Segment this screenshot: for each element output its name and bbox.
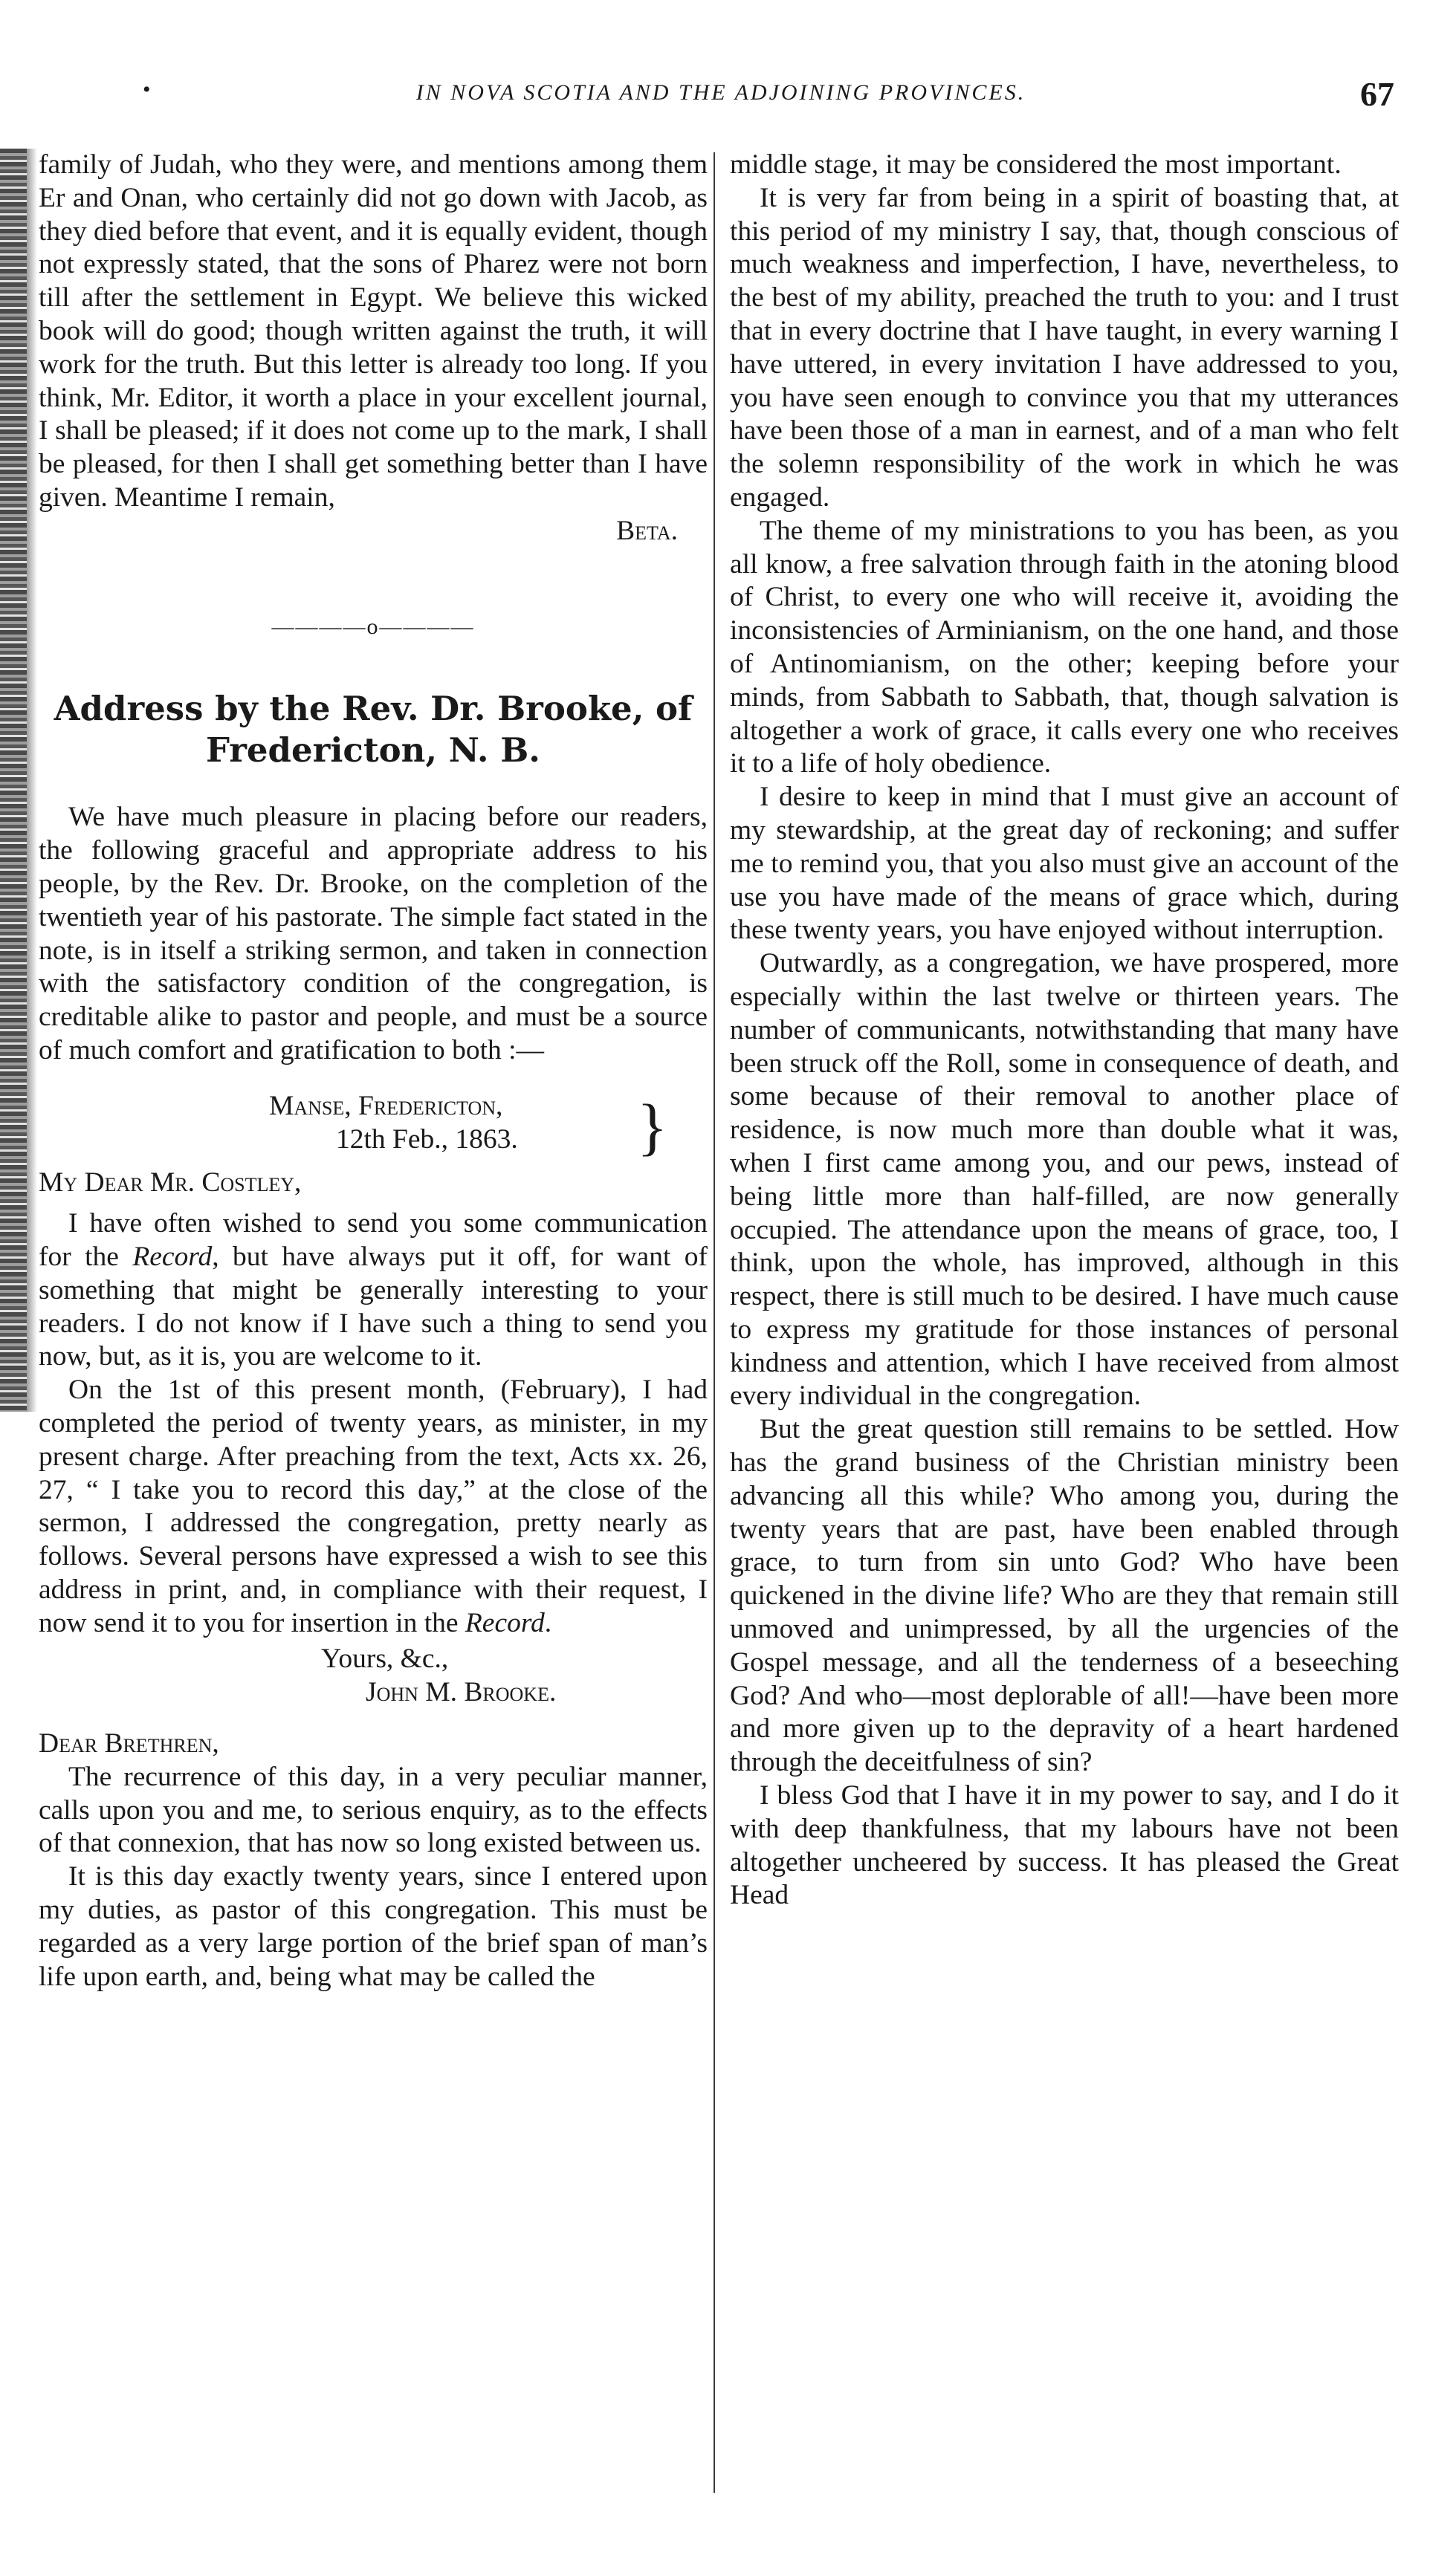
- address-paragraph-theme: The theme of my ministrations to you has been, as you all know, a free salvation through faith in the atoning blood of Christ, to every one who will receive it, avoiding the inconsistencies of Arminianism, on the one hand, and those of Antinomianism, on the other; keeping before your minds, from Sabbath to Sabbath, that, though salvation is altogether a work of grace, it calls every one who receives it to a life of holy obedience.: [730, 515, 1399, 779]
- article-title-line-2: Fredericton, N. B.: [206, 730, 540, 770]
- page-number: 67: [1360, 75, 1394, 113]
- letter-signature: [39, 515, 708, 548]
- address-salutation: Dear Brethren,: [39, 1728, 219, 1759]
- note-signature: [39, 1643, 708, 1710]
- ink-speck: •: [143, 77, 151, 102]
- dateline-date: 12th Feb., 1863.: [336, 1123, 518, 1155]
- right-column: [730, 149, 1399, 1912]
- dateline-place: Manse, Fredericton,: [269, 1090, 503, 1121]
- dateline: [39, 1090, 708, 1162]
- address-paragraph-question: But the great question still remains to be settled. How has the grand business of the Christian ministry been advancing all this while? Who among you, during the twenty years that are past, have been enabled through grace, to turn from sin unto God? Who have been quickened in the divine life? Who are they that remain still unmoved and unimpressed, by all the urgencies of the Gospel message, and all the tenderness of a beseeching God? And who—most deplorable of all!—have been more and more given up to the depravity of a heart hardened through the deceitfulness of sin?: [730, 1414, 1399, 1778]
- note-paragraph-2-text-b: .: [544, 1607, 552, 1638]
- note-salutation: My Dear Mr. Costley,: [39, 1167, 302, 1198]
- page-binding-fade: [27, 149, 37, 1412]
- address-paragraph-2: It is this day exactly twenty years, since I entered upon my duties, as pastor of this congregation. This must be regarded as a very large portion of the brief span of man’s life upon earth, and, being what may be called the: [39, 1861, 708, 1992]
- address-paragraph-outwardly: Outwardly, as a congregation, we have prospered, more especially within the last twelve or thirteen years. The number of communicants, notwithstanding that many have been struck off the Roll, some in consequence of death, and some because of their removal to another place of residence, is now much more than double what it was, when I first came among you, and our pews, instead of being little more than half-filled, are now generally occupied. The attendance upon the means of grace, too, I think, upon the whole, has improved, although in this respect, there is still much to be desired. I have much cause to express my gratitude for those instances of personal kindness and attention, which I have received from almost every individual in the congregation.: [730, 948, 1399, 1412]
- note-paragraph-1-text-a: I have often wished to send you some communication for the: [39, 1208, 708, 1272]
- address-paragraph-bless: I bless God that I have it in my power to say, and I do it with deep thankfulness, that my labours have not been altogether uncheered by success. It has pleased the Great Head: [730, 1780, 1399, 1911]
- note-sign-name: John M. Brooke.: [366, 1677, 557, 1708]
- address-paragraph-desire: I desire to keep in mind that I must give an account of my stewardship, at the great day of reckoning; and suffer me to remind you, that you also must give an account of the use you have made of the means of grace which, during these twenty years, you have enjoyed without interruption.: [730, 782, 1399, 946]
- article-title-line-1: Address by the Rev. Dr. Brooke, of: [54, 689, 693, 729]
- article-title: [39, 688, 708, 771]
- note-sign-off: Yours, &c.,: [321, 1644, 449, 1675]
- address-paragraph-1: The recurrence of this day, in a very peculiar manner, calls upon you and me, to serious enquiry, as to the effects of that connexion, that has now so long existed between us.: [39, 1761, 708, 1859]
- section-divider: ————o————: [271, 614, 475, 639]
- note-paragraph-1: [39, 1207, 708, 1374]
- letter-ending-paragraph: family of Judah, who they were, and mentions among them Er and Onan, who certainly did not go down with Jacob, as they died before that event, and it is equally evident, though not expressly stated, that the sons of Pharez were not born till after the settlement in Egypt. We believe this wicked book will do good; though written against the truth, it will work for the truth. But this letter is already too long. If you think, Mr. Editor, it worth a place in your excellent journal, I shall be pleased; if it does not come up to the mark, I shall be pleased, for then I shall get something better than I have given. Meantime I remain,: [39, 149, 708, 513]
- note-paragraph-1-text-b: , but have always put it off, for want of something that might be generally interesting to your readers. I do not know if I have such a thing to send you now, but, as it is, you are welcome to it.: [39, 1241, 708, 1372]
- running-title: IN NOVA SCOTIA AND THE ADJOINING PROVINCES.: [415, 80, 1026, 105]
- column-rule: [714, 152, 715, 2493]
- dateline-brace: }: [637, 1090, 668, 1162]
- page-binding-shadow: [0, 149, 27, 1412]
- address-paragraph-boasting: It is very far from being in a spirit of boasting that, at this period of my ministry I say, that, though conscious of much weakness and imperfection, I have, nevertheless, to the best of my ability, preached the truth to you: and I trust that in every doctrine that I have taught, in every warning I have uttered, in every invitation I have addressed to you, you have seen enough to convince you that my utterances have been those of a man in earnest, and of a man who felt the solemn responsibility of the work in which he was engaged.: [730, 182, 1399, 513]
- note-paragraph-1-record: Record: [132, 1241, 213, 1272]
- address-paragraph-continued: middle stage, it may be considered the most important.: [730, 149, 1342, 180]
- note-paragraph-2-record: Record: [465, 1607, 545, 1638]
- left-column: [39, 149, 708, 1993]
- note-paragraph-2-text-a: On the 1st of this present month, (February), I had completed the period of twenty years, as minister, in my present charge. After preaching from the text, Acts xx. 26, 27, “ I take you to record this day,” at the close of the sermon, I addressed the congregation, pretty nearly as follows. Several persons have expressed a wish to see this address in print, and, in compliance with their request, I now send it to you for insertion in the: [39, 1375, 708, 1638]
- letter-signature-text: Beta.: [616, 515, 678, 546]
- intro-paragraph: We have much pleasure in placing before our readers, the following graceful and appropriate address to his people, by the Rev. Dr. Brooke, on the completion of the twentieth year of his pastorate. The simple fact stated in the note, is in itself a striking sermon, and taken in connection with the satisfactory condition of the congregation, is creditable alike to pastor and people, and must be a source of much comfort and gratification to both :—: [39, 802, 708, 1065]
- note-paragraph-2: [39, 1374, 708, 1640]
